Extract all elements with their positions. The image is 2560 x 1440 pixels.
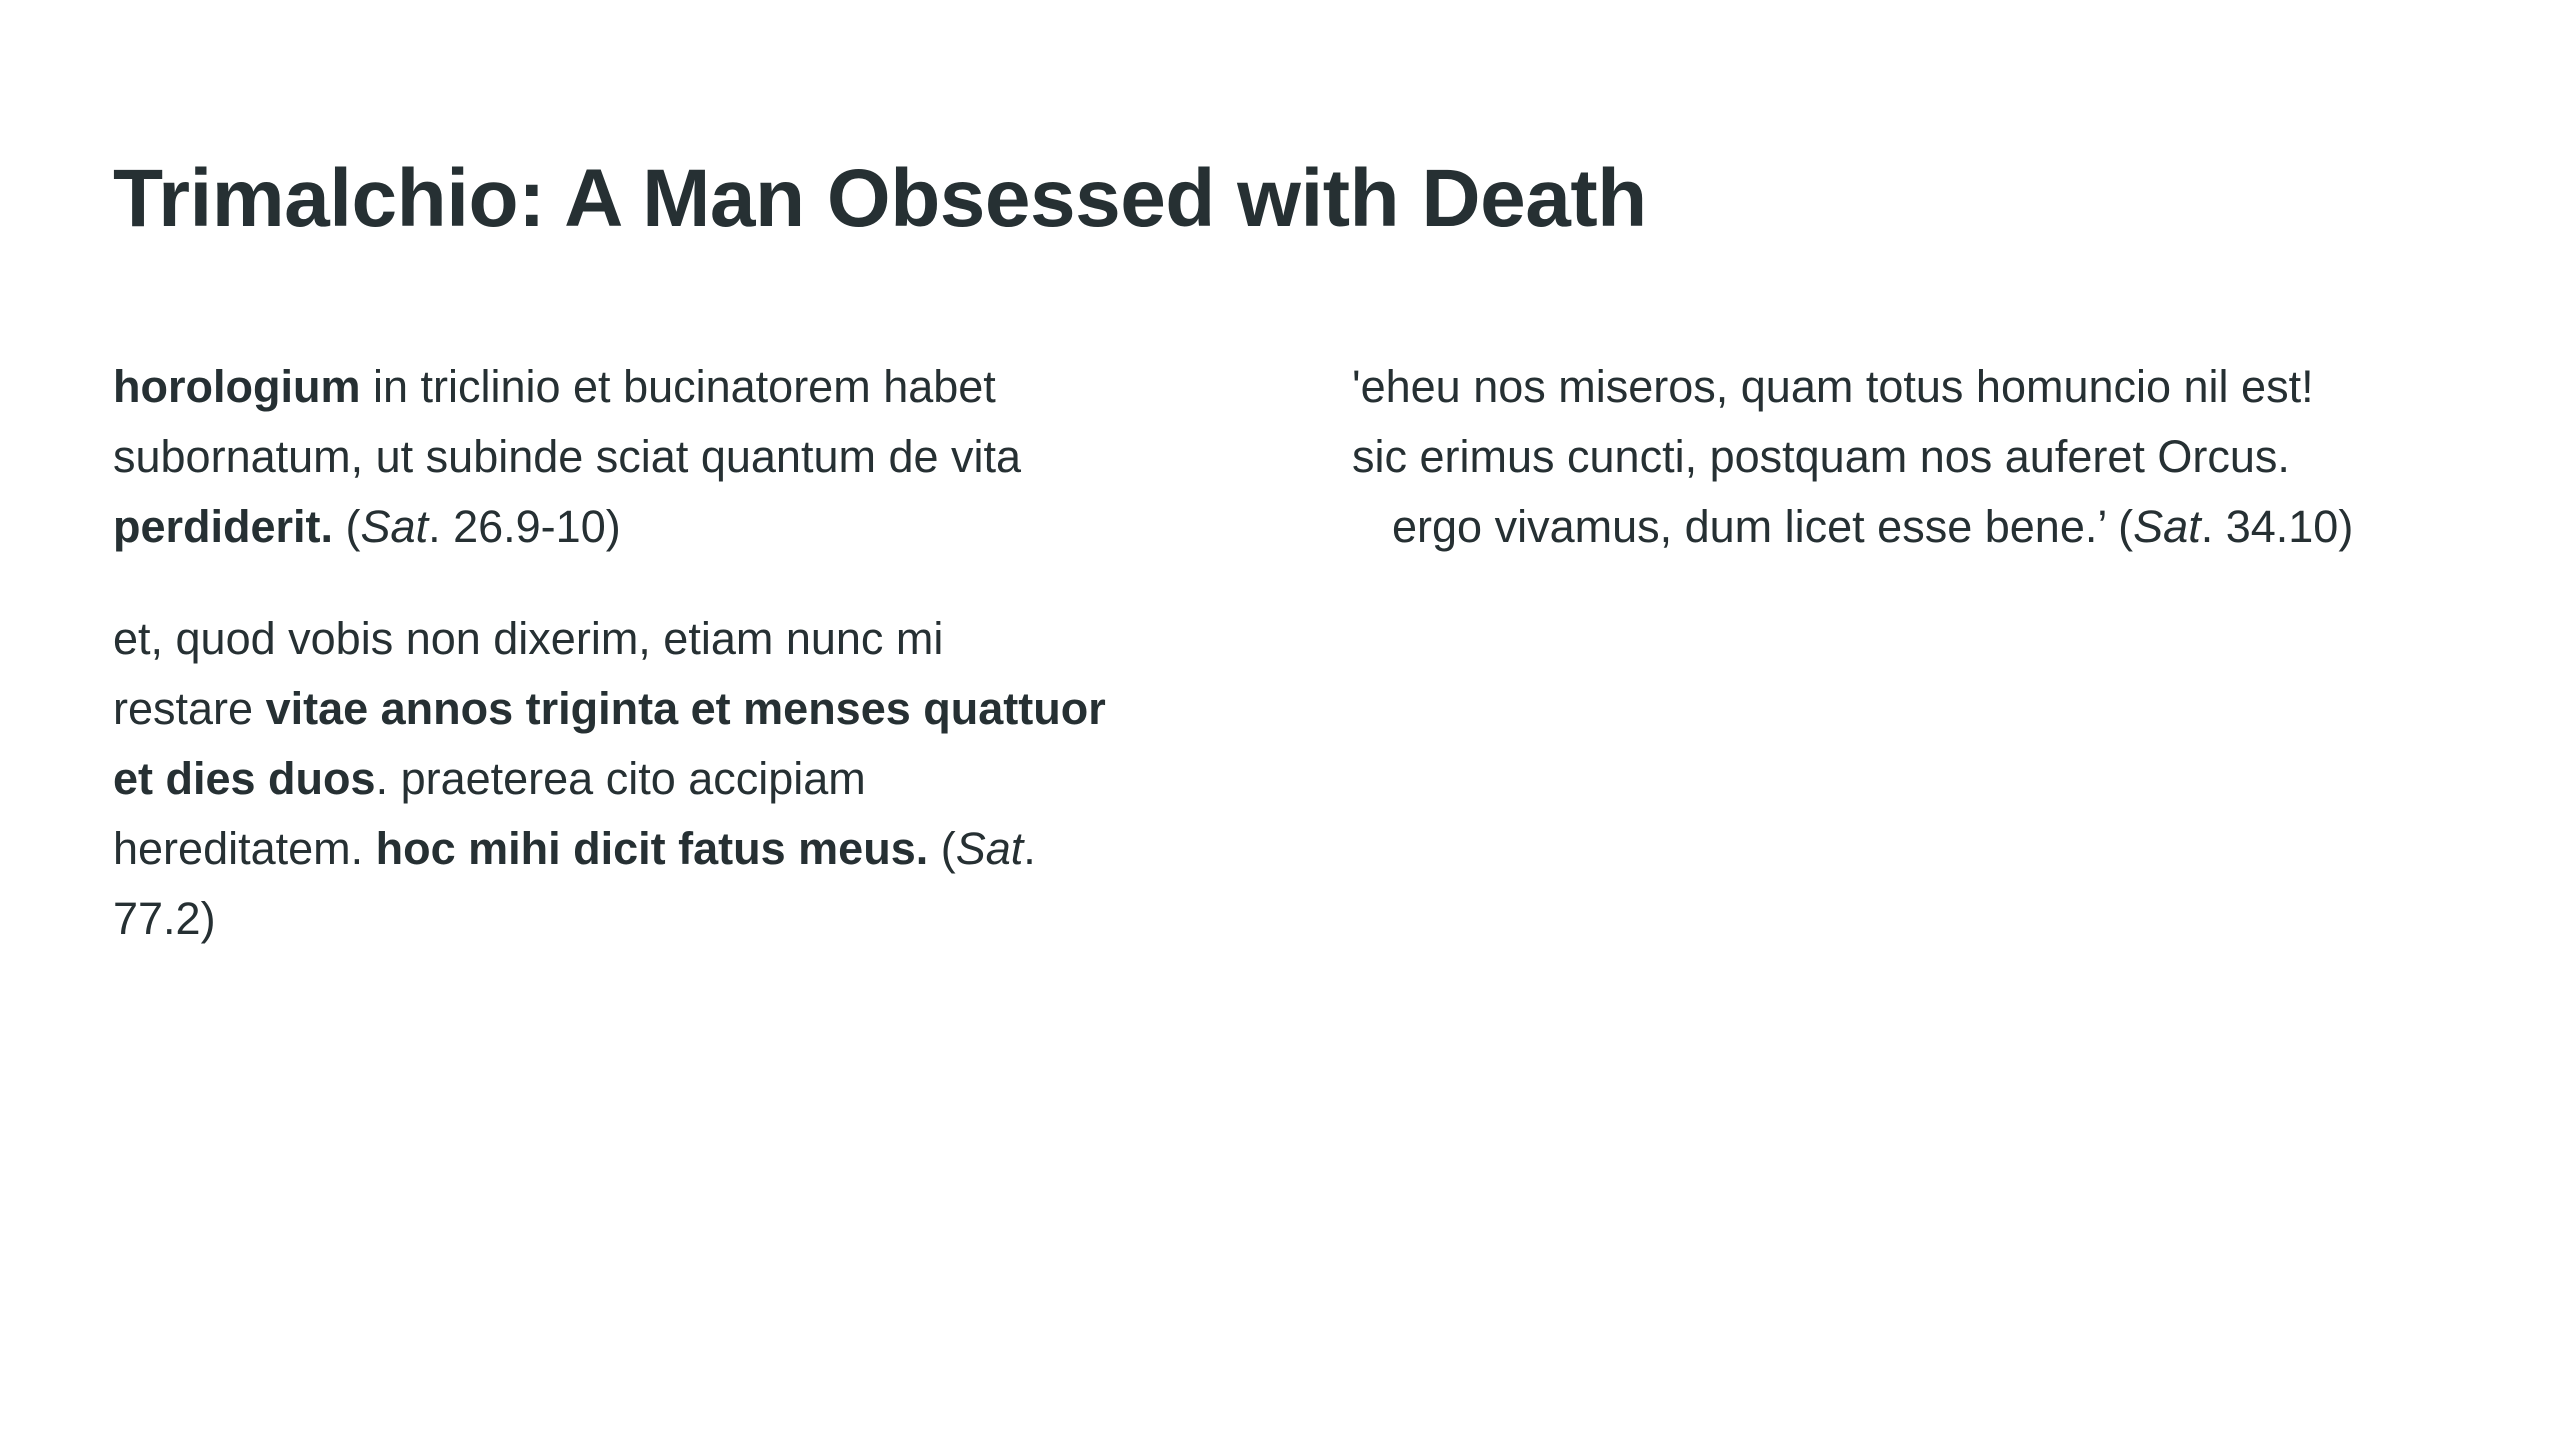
- quote-line: [113, 674, 1213, 744]
- quote-text: restare: [113, 683, 266, 734]
- verse-line: 'eheu nos miseros, quam totus homuncio nil est!: [1352, 361, 2314, 412]
- slide-title: Trimalchio: A Man Obsessed with Death: [113, 153, 1647, 244]
- right-column: [1352, 352, 2512, 604]
- citation-work: Sat: [955, 823, 1024, 874]
- verse-text: ergo vivamus, dum licet esse bene.’ (: [1392, 501, 2134, 552]
- quote-line: [113, 352, 1213, 422]
- quote-line: subornatum, ut subinde sciat quantum de vita: [113, 431, 1022, 482]
- verse-line: [1352, 492, 2512, 562]
- quote-text: . praeterea cito accipiam: [375, 753, 866, 804]
- quote-text: hereditatem.: [113, 823, 376, 874]
- left-column: [113, 352, 1213, 996]
- citation-work: Sat: [360, 501, 429, 552]
- quote-passage-sat-77: [113, 604, 1213, 954]
- citation-work: Sat: [2133, 501, 2201, 552]
- quote-passage-sat-34: [1352, 352, 2512, 562]
- quote-passage-sat-26: [113, 352, 1213, 562]
- quote-line: 77.2): [113, 893, 216, 944]
- quote-line: [113, 814, 1213, 884]
- emphasis-text: hoc mihi dicit fatus meus.: [375, 823, 929, 874]
- emphasis-text: vitae annos triginta et menses quattuor: [265, 683, 1106, 734]
- citation-dot: .: [1023, 823, 1036, 874]
- emphasis-text: et dies duos: [113, 753, 376, 804]
- citation-open: (: [928, 823, 956, 874]
- emphasis-text: perdiderit.: [113, 501, 334, 552]
- verse-line: sic erimus cuncti, postquam nos auferet Orcus.: [1352, 431, 2290, 482]
- quote-line: [113, 492, 1213, 562]
- emphasis-text: horologium: [113, 361, 361, 412]
- citation-locus: . 26.9-10): [428, 501, 621, 552]
- citation-open: (: [333, 501, 361, 552]
- citation-locus: . 34.10): [2200, 501, 2354, 552]
- quote-text: in triclinio et bucinatorem habet: [360, 361, 996, 412]
- quote-line: et, quod vobis non dixerim, etiam nunc mi: [113, 613, 944, 664]
- quote-line: [113, 744, 1213, 814]
